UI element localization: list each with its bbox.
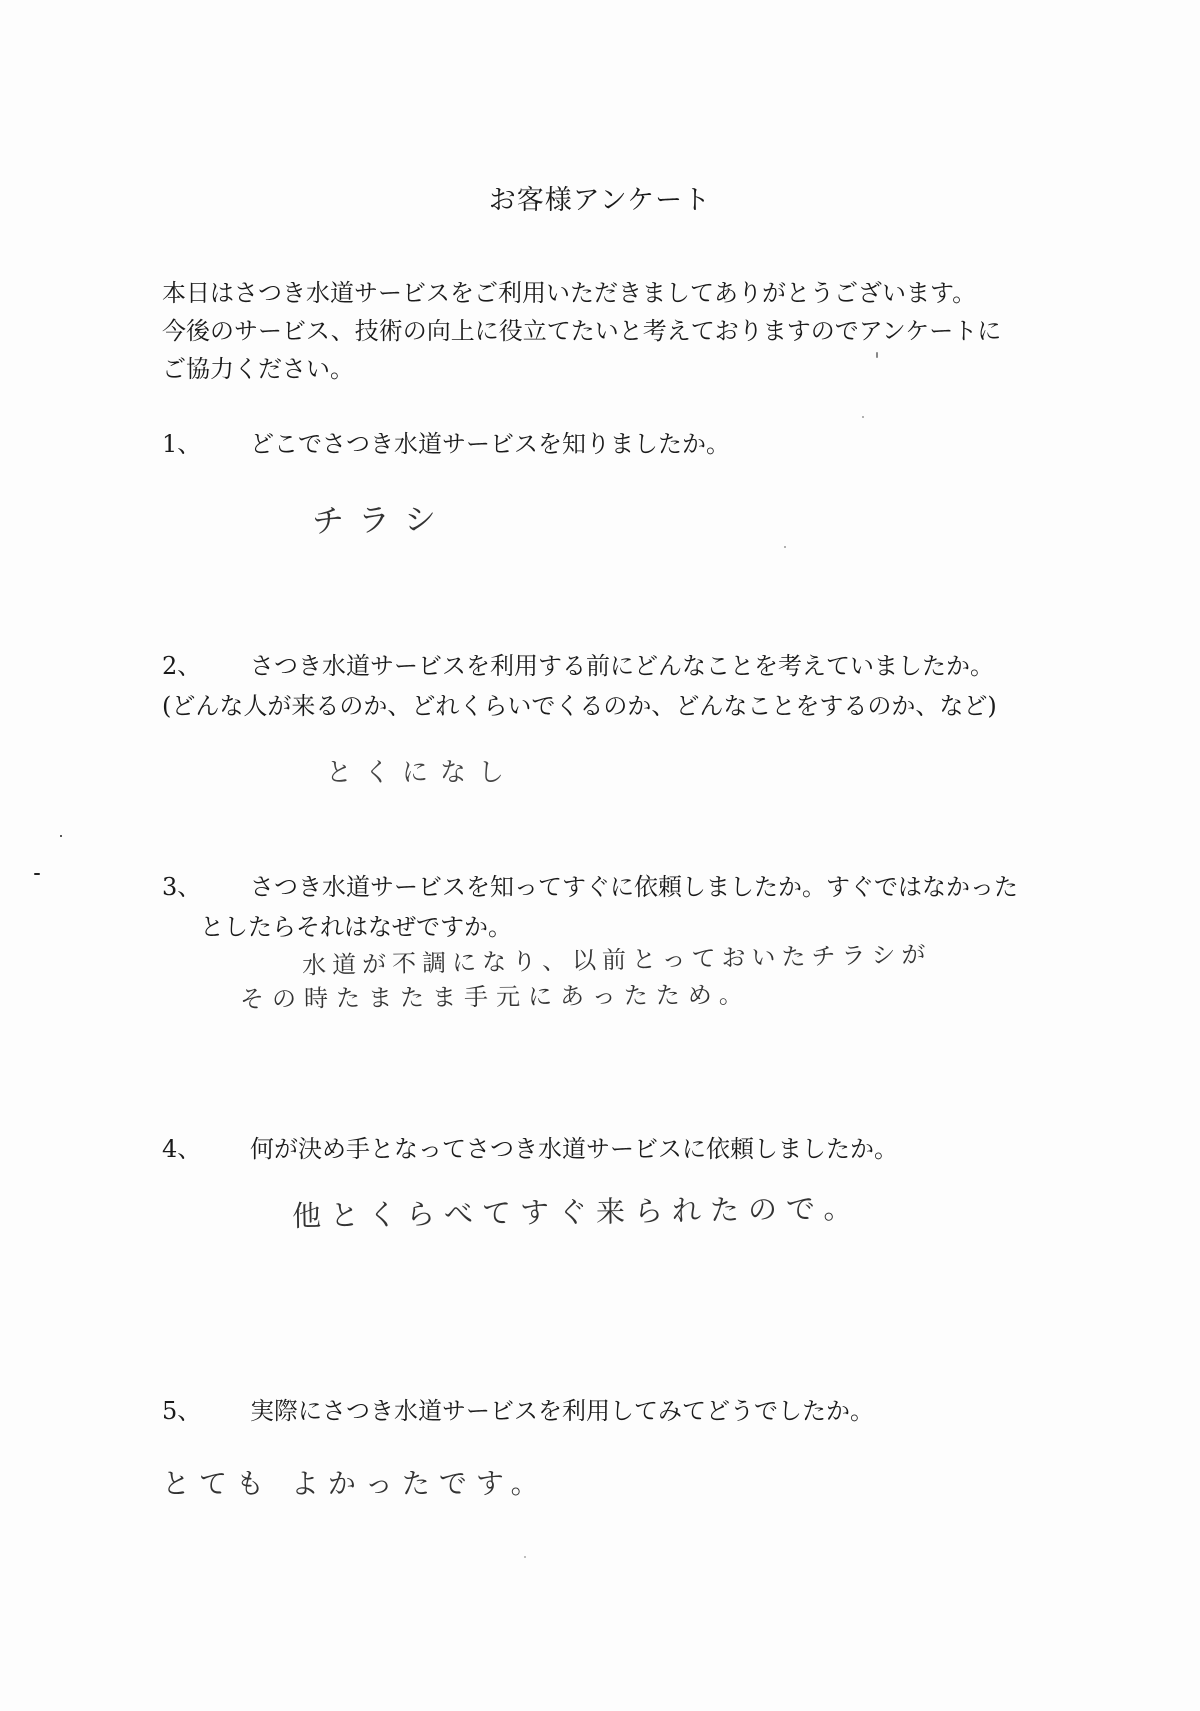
intro-paragraph bbox=[162, 274, 1062, 388]
question-text: 何が決め手となってさつき水道サービスに依頼しましたか。 bbox=[250, 1135, 898, 1163]
handwritten-answer-3-line1: 水道が不調になり、以前とっておいたチラシが bbox=[301, 940, 932, 980]
question-number: 4、 bbox=[162, 1135, 202, 1163]
handwritten-answer-3-line2: その時たまたま手元にあったため。 bbox=[239, 980, 751, 1014]
question-number: 3、 bbox=[162, 873, 202, 901]
question-text: さつき水道サービスを知ってすぐに依頼しましたか。すぐではなかった bbox=[250, 873, 1018, 901]
handwritten-answer-5: とても よかったです。 bbox=[162, 1467, 548, 1500]
scan-speck bbox=[876, 352, 878, 358]
question-number: 2、 bbox=[162, 652, 202, 680]
page-title: お客様アンケート bbox=[488, 185, 712, 216]
question-3-continuation: としたらそれはなぜですか。 bbox=[200, 913, 512, 941]
intro-line: ご協力ください。 bbox=[162, 355, 354, 383]
question-2-subtext: (どんな人が来るのか、どれくらいでくるのか、どんなことをするのか、など) bbox=[162, 692, 997, 720]
handwritten-answer-2: とくになし bbox=[326, 758, 517, 788]
scan-speck bbox=[524, 1556, 526, 1558]
scan-speck bbox=[862, 416, 864, 418]
intro-line: 今後のサービス、技術の向上に役立てたいと考えておりますのでアンケートに bbox=[162, 317, 1002, 345]
question-number: 5、 bbox=[162, 1397, 202, 1425]
question-text: どこでさつき水道サービスを知りましたか。 bbox=[250, 430, 730, 458]
question-number: 1、 bbox=[162, 430, 202, 458]
handwritten-answer-1: チラシ bbox=[311, 499, 451, 541]
scan-speck bbox=[34, 873, 40, 875]
handwritten-answer-4: 他とくらべてすぐ来られたので。 bbox=[291, 1191, 862, 1233]
question-text: 実際にさつき水道サービスを利用してみてどうでしたか。 bbox=[250, 1397, 874, 1425]
question-text: さつき水道サービスを利用する前にどんなことを考えていましたか。 bbox=[250, 652, 994, 680]
scan-speck bbox=[60, 835, 62, 837]
scan-speck bbox=[784, 546, 786, 548]
intro-line: 本日はさつき水道サービスをご利用いただきましてありがとうございます。 bbox=[162, 279, 977, 307]
